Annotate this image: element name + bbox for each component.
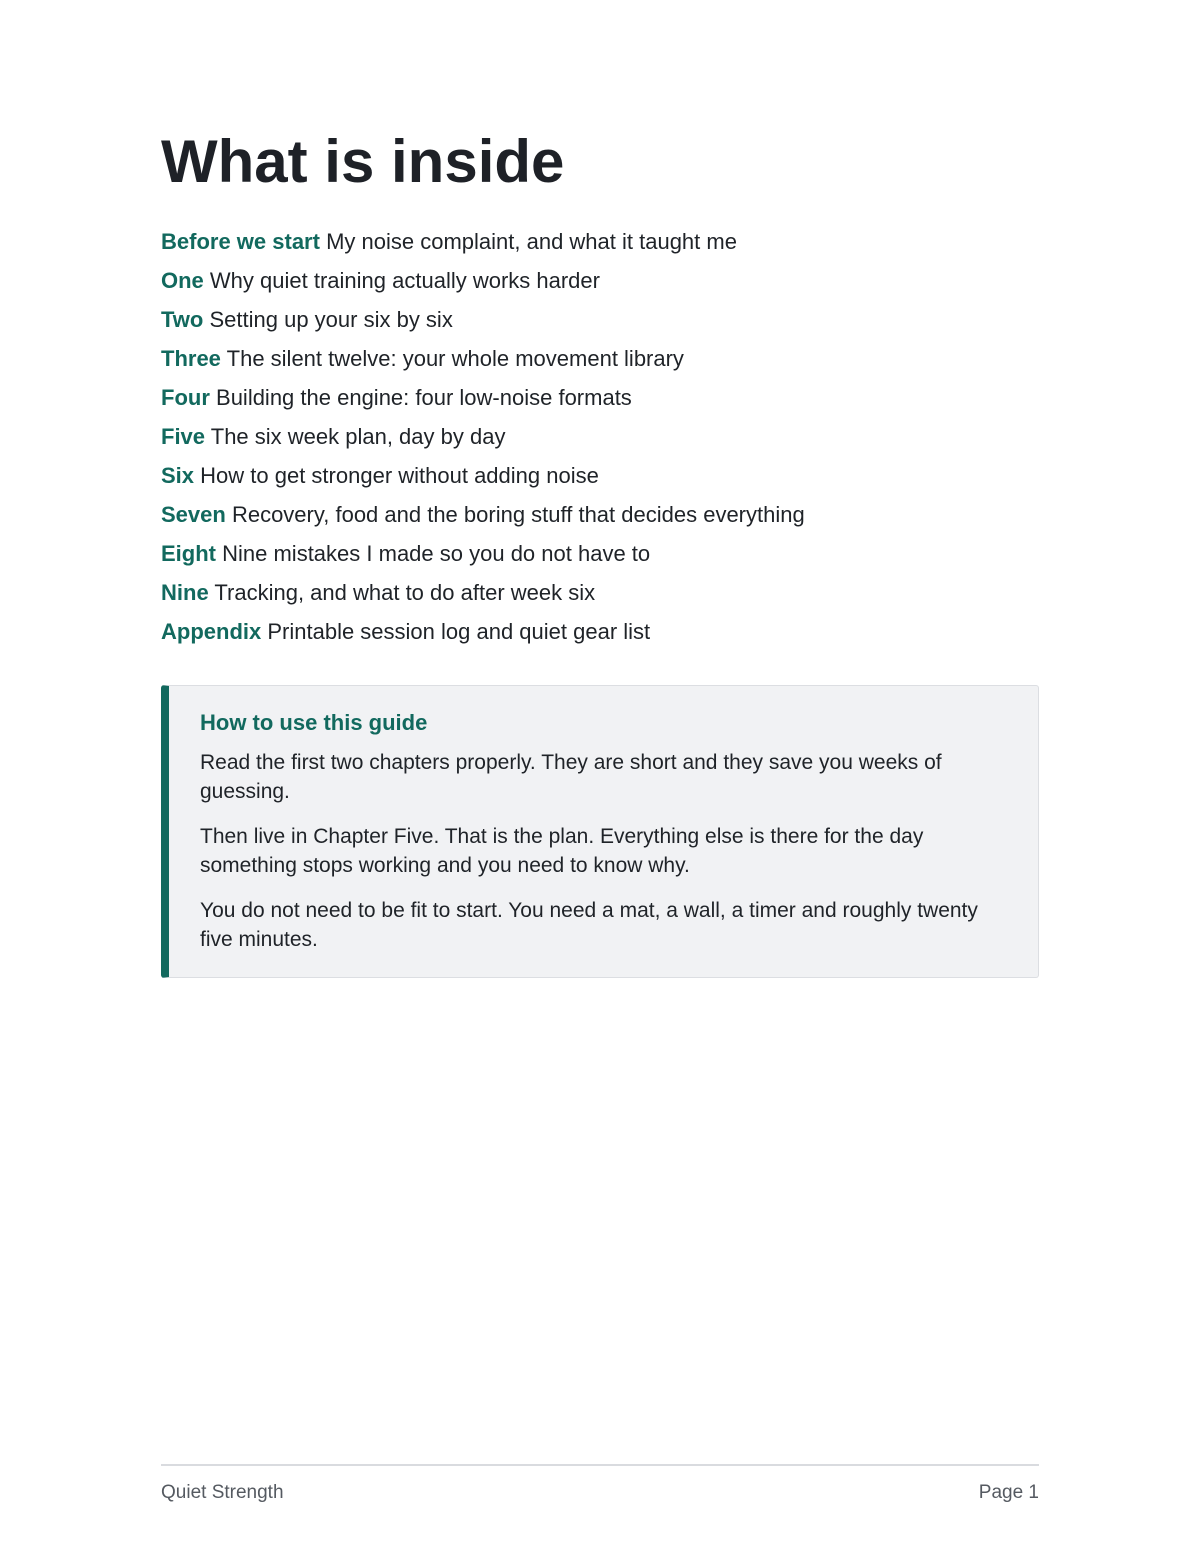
toc-item [161,615,1039,654]
toc-item [161,381,1039,420]
toc-item-label: Two [161,307,204,332]
toc-item-label: Six [161,463,195,488]
toc-item-text: How to get stronger without adding noise [200,463,599,488]
toc-item-text: Setting up your six by six [209,307,453,332]
table-of-contents [161,225,1039,654]
toc-item [161,303,1039,342]
page-title: What is inside [161,128,565,195]
toc-item [161,537,1039,576]
callout-paragraph: Then live in Chapter Five. That is the plan. Everything else is there for the day something stops working and you need to know why. [200,825,924,877]
toc-item-text: Why quiet training actually works harder [209,268,600,293]
guide-callout [161,685,1039,978]
toc-item [161,459,1039,498]
toc-item [161,576,1039,615]
toc-item-text: Printable session log and quiet gear list [267,619,651,644]
footer-book-title: Quiet Strength [161,1482,284,1503]
toc-item [161,225,1039,264]
toc-item-label: Seven [161,502,226,527]
toc-item-text: Building the engine: four low-noise formats [216,385,632,410]
toc-item-text: Recovery, food and the boring stuff that decides everything [231,502,805,527]
toc-item-label: Four [161,385,210,410]
callout-paragraph: Read the first two chapters properly. They are short and they save you weeks of guessing. [200,751,942,803]
toc-item-label: Five [161,424,206,449]
document-page [161,0,1039,1553]
footer-page-number: Page 1 [978,1482,1039,1503]
toc-item [161,498,1039,537]
page-footer [161,1464,1039,1506]
toc-item-label: One [161,268,204,293]
toc-item [161,420,1039,459]
toc-item-text: Tracking, and what to do after week six [214,580,596,605]
toc-item [161,264,1039,303]
toc-item-label: Nine [161,580,209,605]
toc-item-text: The six week plan, day by day [210,424,506,449]
toc-item-text: The silent twelve: your whole movement library [226,346,684,371]
callout-paragraph: You do not need to be fit to start. You need a mat, a wall, a timer and roughly twenty five minutes. [200,899,978,951]
toc-item-text: My noise complaint, and what it taught me [326,229,737,254]
toc-item [161,342,1039,381]
toc-item-text: Nine mistakes I made so you do not have to [222,541,651,566]
toc-item-label: Before we start [161,229,320,254]
toc-item-label: Appendix [161,619,262,644]
callout-heading: How to use this guide [200,710,428,735]
toc-item-label: Three [161,346,221,371]
toc-item-label: Eight [161,541,216,566]
